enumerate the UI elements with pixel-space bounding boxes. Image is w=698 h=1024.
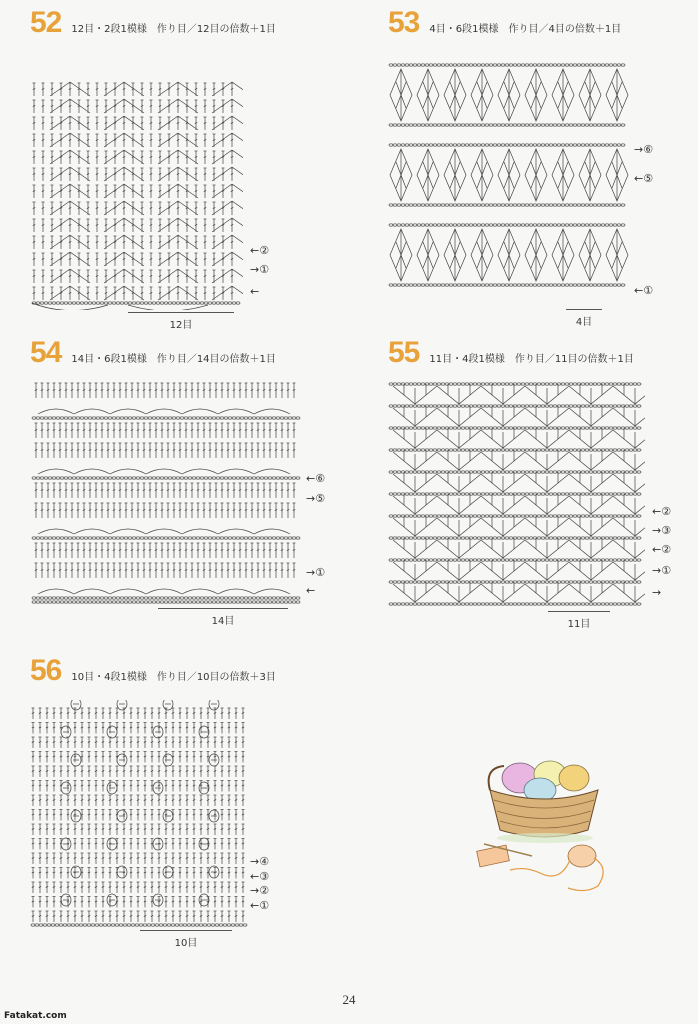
row-marker: ←⑥ (306, 472, 326, 485)
pattern-spec: 14目・6段1模様 作り目／14目の倍数＋1目 (71, 354, 276, 365)
pattern-spec: 4目・6段1模様 作り目／4目の倍数＋1目 (429, 24, 622, 35)
pattern-53-header (388, 8, 621, 38)
row-marker: ←③ (250, 870, 270, 883)
repeat-bracket (566, 309, 602, 328)
pattern-number: 53 (388, 6, 420, 39)
repeat-label: 10目 (174, 938, 198, 949)
row-marker: ←① (250, 899, 270, 912)
row-marker: ←⑤ (634, 172, 654, 185)
pattern-spec: 11目・4段1模様 作り目／11目の倍数＋1目 (429, 354, 634, 365)
pattern-number: 56 (30, 654, 62, 687)
crochet-chart-56 (28, 700, 248, 928)
row-marker: →① (306, 566, 326, 579)
row-marker: →② (250, 884, 270, 897)
crochet-chart-55 (385, 372, 645, 609)
watermark: Fatakat.com (4, 1011, 67, 1021)
row-marker: →① (250, 263, 270, 276)
repeat-bracket (140, 930, 232, 949)
pattern-52-header (30, 8, 276, 38)
crochet-chart-52 (28, 55, 243, 310)
repeat-label: 14目 (211, 616, 235, 627)
pattern-spec: 10目・4段1模様 作り目／10目の倍数＋3目 (71, 672, 276, 683)
pattern-spec: 12目・2段1模様 作り目／12目の倍数＋1目 (71, 24, 276, 35)
yarn-basket-illustration (470, 748, 620, 902)
row-marker: →① (652, 564, 672, 577)
row-marker: ←① (634, 284, 654, 297)
row-marker: →⑤ (306, 492, 326, 505)
row-marker: ←② (652, 543, 672, 556)
pattern-55-header (388, 338, 634, 368)
pattern-number: 52 (30, 6, 62, 39)
repeat-label: 11目 (567, 619, 591, 630)
repeat-bracket (128, 312, 234, 331)
crochet-chart-54 (28, 376, 303, 606)
repeat-bracket (548, 611, 610, 630)
row-marker: ← (306, 584, 316, 597)
row-marker: → (652, 586, 662, 599)
row-marker: →③ (652, 524, 672, 537)
repeat-label: 12目 (169, 320, 193, 331)
repeat-bracket (158, 608, 288, 627)
row-marker: ←② (652, 505, 672, 518)
row-marker: ←② (250, 244, 270, 257)
pattern-56-header (30, 656, 276, 686)
row-marker: →④ (250, 855, 270, 868)
crochet-chart-53 (385, 55, 630, 307)
pattern-number: 55 (388, 336, 420, 369)
page-number: 24 (342, 992, 356, 1007)
row-marker: →⑥ (634, 143, 654, 156)
pattern-54-header (30, 338, 276, 368)
repeat-label: 4目 (575, 317, 593, 328)
row-marker: ← (250, 285, 260, 298)
pattern-number: 54 (30, 336, 62, 369)
